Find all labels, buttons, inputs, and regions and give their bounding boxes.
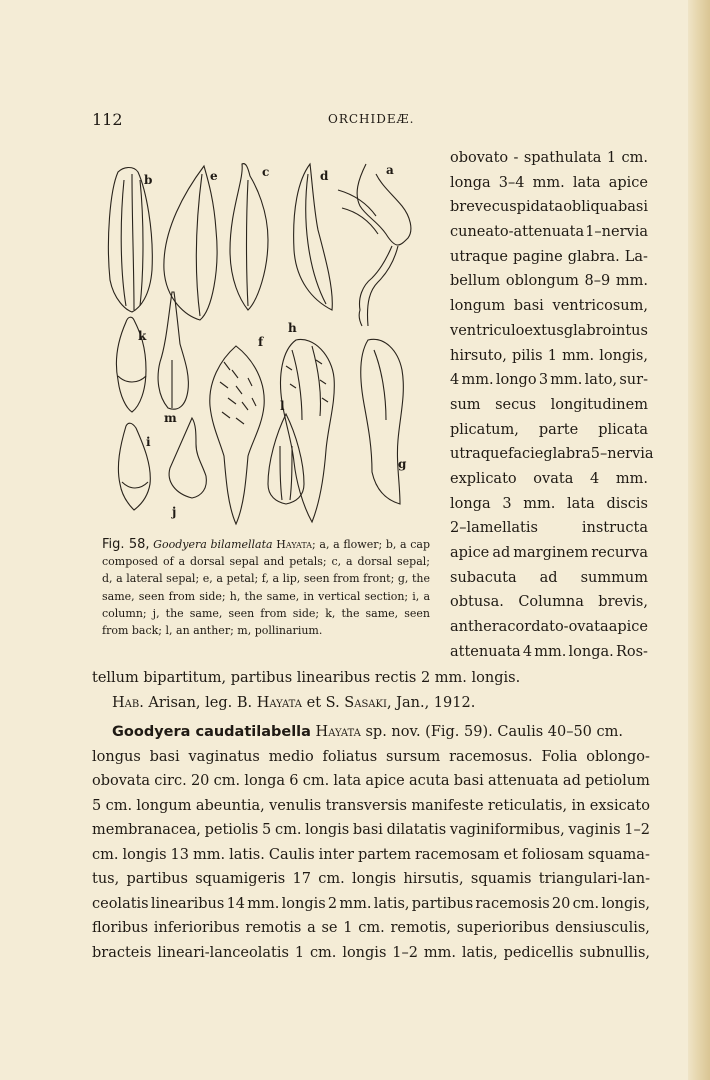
figure-letter-d: d	[320, 169, 329, 183]
figure-letter-j: j	[172, 505, 177, 519]
habitat-line	[92, 691, 650, 716]
text-line: ventriculo extus glabro intus	[450, 322, 648, 339]
caption-text: ; a, a flower; b, a cap composed of a dorsal sepal and petals; c, a dorsal sepal; d, a lateral sepal; e, a petal; f, a lip, seen from front; g, the same, seen from side; h, the same, in vertical section; i, a column; j, the same, seen from side; k, the same, seen from back; l, an anther; m, pollinarium.	[102, 538, 431, 638]
figure-letter-h: h	[288, 321, 297, 335]
running-head: ORCHIDEÆ.	[328, 112, 415, 126]
text-line: explicato ovata 4 mm.	[450, 470, 648, 487]
full-width-text	[92, 666, 650, 965]
figure-label: Fig. 58,	[102, 537, 150, 552]
species-author: Hayata	[315, 724, 361, 740]
habitat-label: Hab.	[112, 694, 144, 711]
text-line: tus, partibus squamigeris 17 cm. longis hirsutis, squamis triangulari-lan-	[92, 871, 650, 887]
text-line: anthera cordato-ovata apice	[450, 619, 648, 636]
figure-letter-k: k	[138, 329, 147, 343]
drawing-h	[281, 339, 335, 522]
figure-letter-c: c	[262, 165, 270, 179]
figure-caption	[102, 536, 430, 639]
text-line: apice ad marginem recurva	[450, 545, 648, 561]
species-heading-line: Goodyera caudatilabella Hayata sp. nov. (Fig. 59). Caulis 40–50 cm.	[112, 724, 623, 740]
text-line: floribus inferioribus remotis a se 1 cm. remotis, superioribus densiusculis,	[92, 920, 650, 936]
figure-letter-e: e	[210, 169, 218, 183]
species-name: Goodyera caudatilabella	[112, 724, 311, 740]
figure-letter-a: a	[386, 163, 394, 177]
page-number: 112	[92, 110, 123, 129]
text-line: longa 3–4 mm. lata apice	[450, 174, 648, 191]
figure-letter-b: b	[144, 173, 153, 187]
figure-letter-f: f	[258, 335, 264, 349]
figure-plate	[96, 150, 436, 530]
caption-author: Hayata	[276, 538, 313, 551]
drawing-j	[169, 418, 206, 498]
species-description	[92, 745, 650, 966]
text-line: bellum oblongum 8–9 mm.	[450, 273, 648, 290]
text-line: bracteis lineari-lanceolatis 1 cm. longis 1–2 mm. latis, pedicellis subnullis,	[92, 944, 650, 961]
drawing-l	[268, 414, 304, 504]
text-line: utraque facie glabra 5–nervia	[450, 446, 654, 463]
text-line: cm. longis 13 mm. latis. Caulis inter partem racemosam et foliosam squama-	[92, 846, 650, 863]
figure-letter-l: l	[280, 399, 285, 413]
page-header	[92, 110, 612, 132]
drawing-d	[294, 164, 333, 310]
text-line: breve cuspidata obliqua basi	[450, 199, 648, 216]
text-line: membranacea, petiolis 5 cm. longis basi dilatatis vaginiformibus, vaginis 1–2	[92, 822, 650, 838]
text-line: longum basi ventricosum,	[450, 298, 648, 315]
text-line: 4 mm. longo 3 mm. lato, sur-	[450, 372, 648, 389]
text-line: obovato - spathulata 1 cm.	[450, 150, 648, 166]
figure-letter-g: g	[398, 457, 407, 471]
text-line: hirsuto, pilis 1 mm. longis,	[450, 347, 648, 364]
text-line: ceolatis linearibus 14 mm. longis 2 mm. latis, partibus racemosis 20 cm. longis,	[92, 895, 650, 912]
drawing-f	[210, 346, 264, 524]
text-line: cuneato-attenuata 1–nervia	[450, 224, 648, 241]
text-line: 2–lamellatis instructa	[450, 520, 648, 537]
text-line: attenuata 4 mm. longa. Ros-	[450, 643, 648, 660]
text-line: obovata circ. 20 cm. longa 6 cm. lata apice acuta basi attenuata ad petiolum	[92, 773, 650, 789]
drawing-a	[338, 164, 411, 326]
drawing-m	[158, 292, 188, 409]
description-column	[450, 146, 654, 664]
figure-letter-i: i	[146, 435, 151, 449]
drawing-b	[108, 168, 152, 313]
caption-species: Goodyera bilamellata	[153, 538, 273, 551]
drawing-c	[230, 164, 268, 310]
drawing-g	[361, 339, 404, 504]
habitat-text: Hab. Arisan, leg. B. Hayata et S. Sasaki, Jan., 1912.	[112, 694, 476, 711]
page-edge-shadow	[688, 0, 710, 1080]
text-line: 5 cm. longum abeuntia, venulis transversis manifeste reticulatis, in exsicato	[92, 797, 650, 814]
text-line: subacuta ad summum	[450, 569, 648, 586]
text-line: plicatum, parte plicata	[450, 421, 648, 438]
text-line: longa 3 mm. lata discis	[450, 495, 648, 512]
figure-letter-m: m	[164, 411, 177, 425]
text-line: obtusa. Columna brevis,	[450, 594, 648, 611]
text-line-tail: tellum bipartitum, partibus linearibus rectis 2 mm. longis.	[92, 670, 521, 686]
text-line: sum secus longitudinem	[450, 396, 648, 413]
text-line: longus basi vaginatus medio foliatus sursum racemosus. Folia oblongo-	[92, 748, 650, 765]
text-line: utraque pagine glabra. La-	[450, 248, 648, 265]
